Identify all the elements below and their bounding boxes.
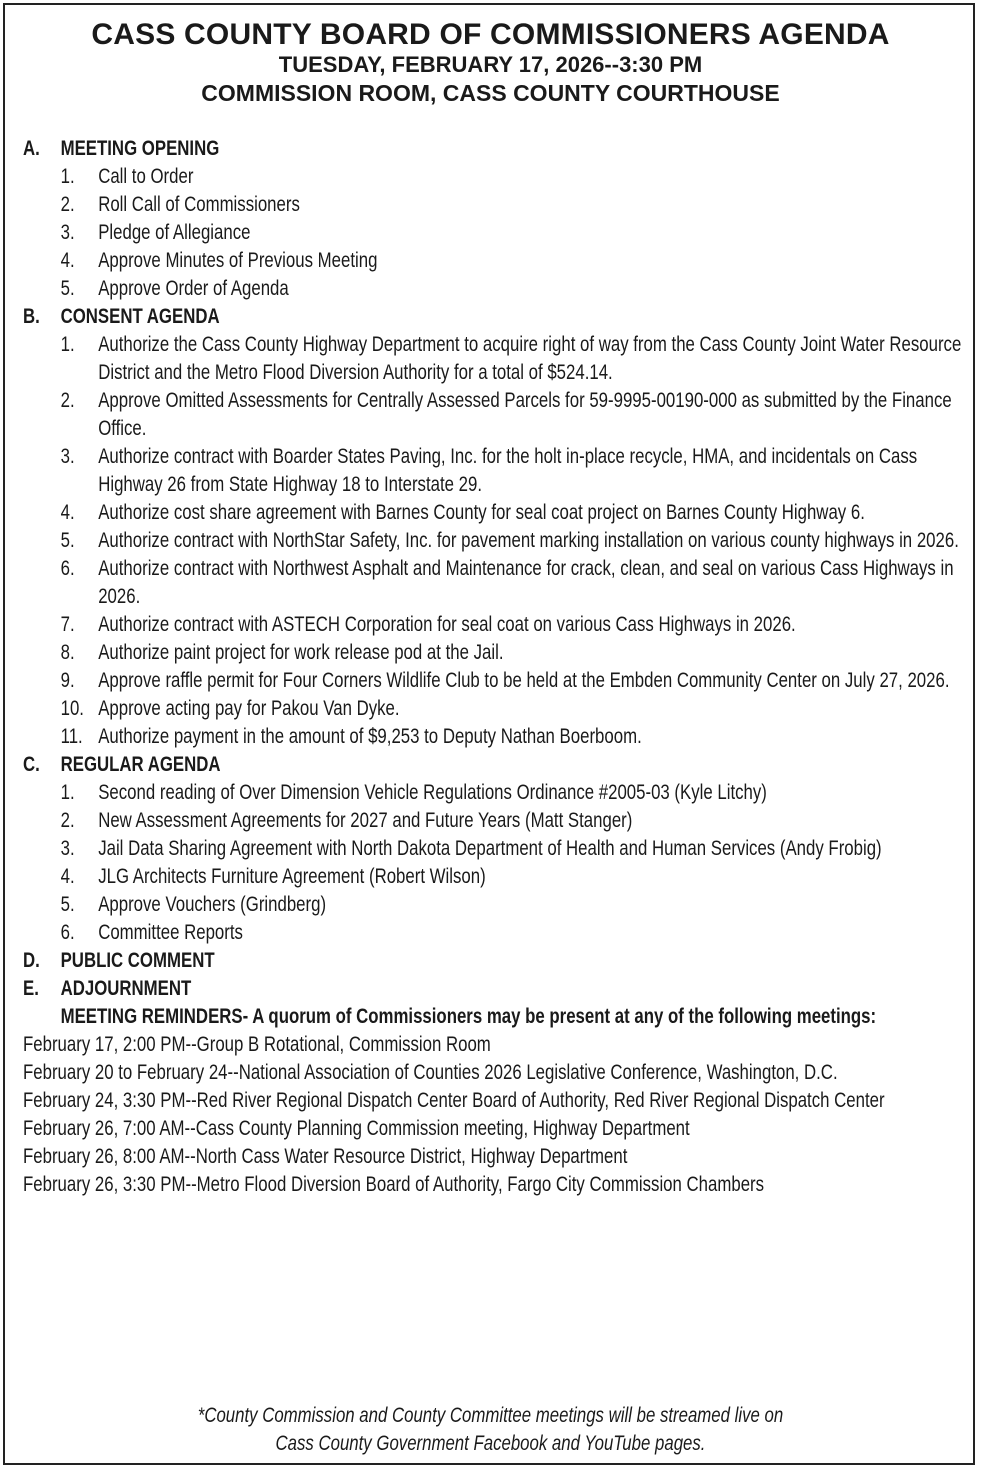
reminder-event: February 26, 7:00 AM--Cass County Planning Commission meeting, Highway Department	[23, 1117, 690, 1140]
item-number: 11.	[60, 725, 83, 748]
agenda-item	[61, 891, 967, 919]
section-title: ADJOURNMENT	[60, 977, 192, 1000]
agenda-item	[61, 695, 967, 723]
item-text: Jail Data Sharing Agreement with North Dakota Department of Health and Human Services (Andy Frobig)	[98, 837, 882, 860]
item-number: 3.	[60, 221, 75, 244]
item-number: 2.	[60, 389, 75, 412]
item-text: Authorize contract with ASTECH Corporation for seal coat on various Cass Highways in 2026.	[98, 613, 796, 636]
item-number: 4.	[60, 501, 75, 524]
agenda-item	[61, 387, 967, 443]
item-number: 3.	[60, 837, 75, 860]
agenda-item	[61, 163, 967, 191]
reminder-event: February 26, 8:00 AM--North Cass Water Resource District, Highway Department	[23, 1145, 628, 1168]
agenda-item	[61, 247, 967, 275]
reminder-event: February 24, 3:30 PM--Red River Regional Dispatch Center Board of Authority, Red River Regional Dispatch Center	[23, 1089, 885, 1112]
item-text: JLG Architects Furniture Agreement (Robert Wilson)	[98, 865, 486, 888]
streaming-note-line: Cass County Government Facebook and YouTube pages.	[275, 1432, 706, 1455]
item-number: 3.	[60, 445, 75, 468]
item-text: Authorize contract with NorthStar Safety, Inc. for pavement marking installation on various county highways in 2026.	[98, 529, 959, 552]
item-text: Authorize contract with Northwest Asphalt and Maintenance for crack, clean, and seal on various Cass Highways in 2026.	[98, 557, 954, 608]
item-text: Call to Order	[98, 165, 194, 188]
item-number: 4.	[60, 865, 75, 888]
item-text: Authorize contract with Boarder States Paving, Inc. for the holt in-place recycle, HMA, and incidentals on Cass Highway 26 from State Highway 18 to Interstate 29.	[98, 445, 918, 496]
section-letter: C.	[23, 753, 40, 776]
item-number: 1.	[60, 333, 75, 356]
section-title: MEETING OPENING	[60, 137, 220, 160]
section-heading	[23, 947, 967, 975]
section-title: CONSENT AGENDA	[60, 305, 220, 328]
agenda-item	[61, 219, 967, 247]
item-number: 9.	[60, 669, 75, 692]
agenda-item	[61, 555, 967, 611]
agenda-title: CASS COUNTY BOARD OF COMMISSIONERS AGENDA	[91, 18, 890, 51]
agenda-item	[61, 667, 967, 695]
agenda-item	[61, 807, 967, 835]
section-letter: B.	[23, 305, 40, 328]
section-letter: A.	[23, 137, 40, 160]
meeting-date-time: TUESDAY, FEBRUARY 17, 2026--3:30 PM	[278, 52, 703, 77]
reminder-event: February 26, 3:30 PM--Metro Flood Diversion Board of Authority, Fargo City Commission Chambers	[23, 1173, 765, 1196]
item-text: Approve acting pay for Pakou Van Dyke.	[98, 697, 400, 720]
item-text: Authorize paint project for work release pod at the Jail.	[98, 641, 504, 664]
item-number: 1.	[60, 165, 75, 188]
reminder-event: February 20 to February 24--National Association of Counties 2026 Legislative Conference, Washington, D.C.	[23, 1061, 838, 1084]
agenda-item	[61, 863, 967, 891]
item-text: Committee Reports	[98, 921, 243, 944]
agenda-item	[61, 835, 967, 863]
item-text: Roll Call of Commissioners	[98, 193, 300, 216]
item-number: 6.	[60, 921, 75, 944]
item-text: Authorize cost share agreement with Barnes County for seal coat project on Barnes County Highway 6.	[98, 501, 865, 524]
section-heading	[23, 135, 967, 163]
item-number: 1.	[60, 781, 75, 804]
section-title: REGULAR AGENDA	[60, 753, 221, 776]
agenda-item	[61, 331, 967, 387]
item-text: Pledge of Allegiance	[98, 221, 251, 244]
agenda-item	[61, 191, 967, 219]
item-text: Approve Vouchers (Grindberg)	[98, 893, 327, 916]
agenda-item	[61, 919, 967, 947]
section-letter: D.	[23, 949, 40, 972]
agenda-body	[23, 135, 967, 1199]
item-text: Approve Order of Agenda	[98, 277, 289, 300]
agenda-item	[61, 723, 967, 751]
item-number: 4.	[60, 249, 75, 272]
streaming-note-line: *County Commission and County Committee meetings will be streamed live on	[197, 1404, 784, 1427]
agenda-item	[61, 611, 967, 639]
item-number: 6.	[60, 557, 75, 580]
item-text: Approve Minutes of Previous Meeting	[98, 249, 378, 272]
section-letter: E.	[23, 977, 39, 1000]
item-number: 10.	[60, 697, 84, 720]
item-number: 2.	[60, 193, 75, 216]
item-text: Second reading of Over Dimension Vehicle Regulations Ordinance #2005-03 (Kyle Litchy)	[98, 781, 767, 804]
agenda-item	[61, 443, 967, 499]
agenda-item	[61, 527, 967, 555]
item-number: 7.	[60, 613, 75, 636]
item-number: 5.	[60, 529, 75, 552]
item-text: Authorize the Cass County Highway Department to acquire right of way from the Cass County Joint Water Resource District and the Metro Flood Diversion Authority for a total of $524.14.	[98, 333, 962, 384]
meeting-location: COMMISSION ROOM, CASS COUNTY COURTHOUSE	[201, 80, 780, 106]
item-number: 5.	[60, 277, 75, 300]
agenda-item	[61, 499, 967, 527]
item-number: 8.	[60, 641, 75, 664]
section-heading	[23, 303, 967, 331]
agenda-item	[61, 779, 967, 807]
section-heading	[23, 751, 967, 779]
item-number: 2.	[60, 809, 75, 832]
section-title: PUBLIC COMMENT	[60, 949, 215, 972]
streaming-note	[0, 1402, 981, 1458]
item-number: 5.	[60, 893, 75, 916]
agenda-item	[61, 275, 967, 303]
item-text: Approve raffle permit for Four Corners Wildlife Club to be held at the Embden Community Center on July 27, 2026.	[98, 669, 950, 692]
section-heading	[23, 975, 967, 1003]
item-text: New Assessment Agreements for 2027 and Future Years (Matt Stanger)	[98, 809, 633, 832]
item-text: Approve Omitted Assessments for Centrally Assessed Parcels for 59-9995-00190-000 as submitted by the Finance Office.	[98, 389, 952, 440]
item-text: Authorize payment in the amount of $9,253 to Deputy Nathan Boerboom.	[98, 725, 642, 748]
agenda-item	[61, 639, 967, 667]
meeting-reminders-heading: MEETING REMINDERS- A quorum of Commissioners may be present at any of the following meetings:	[60, 1005, 877, 1028]
reminder-event: February 17, 2:00 PM--Group B Rotational, Commission Room	[23, 1033, 491, 1056]
